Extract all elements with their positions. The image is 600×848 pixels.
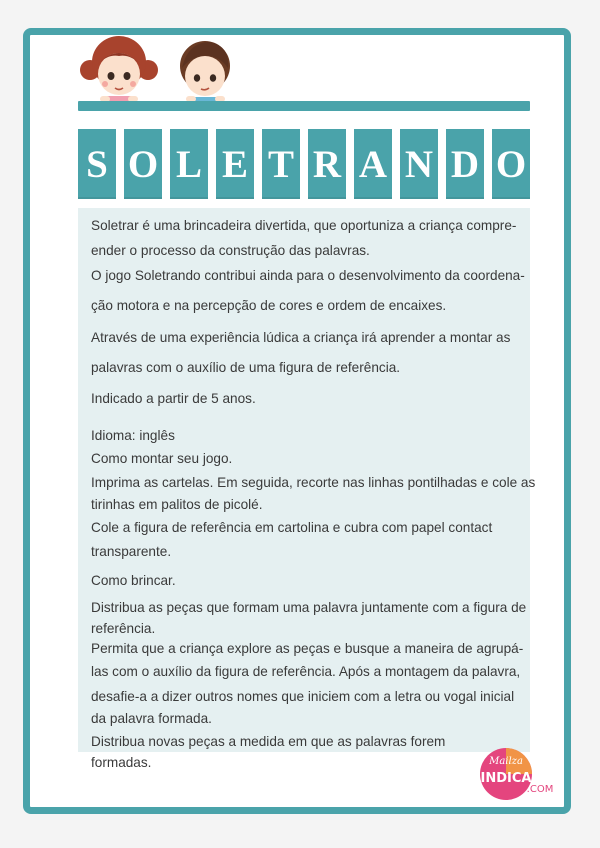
body-text-line: ção motora e na percepção de cores e ordem de encaixes. xyxy=(91,298,447,313)
body-text-line: da palavra formada. xyxy=(91,711,212,726)
mailza-indica-logo xyxy=(476,744,564,804)
body-text-line: O jogo Soletrando contribui ainda para o desenvolvimento da coordena- xyxy=(91,268,525,283)
body-text-line: Permita que a criança explore as peças e busque a maneira de agrupá- xyxy=(91,641,524,656)
body-text-line: Como montar seu jogo. xyxy=(91,451,233,466)
letter-tile: E xyxy=(216,129,254,199)
body-text-line: palavras com o auxílio de uma figura de referência. xyxy=(91,360,401,375)
letter-tile: D xyxy=(446,129,484,199)
body-text-line: Através de uma experiência lúdica a criança irá aprender a montar as xyxy=(91,330,511,345)
body-text-line: ender o processo da construção das palavras. xyxy=(91,243,370,258)
letter-tile: T xyxy=(262,129,300,199)
letter-tile: O xyxy=(492,129,530,199)
body-text-line: Distribua as peças que formam uma palavra juntamente com a figura de xyxy=(91,600,527,615)
boy-figure xyxy=(180,41,230,106)
body-text-line: Distribua novas peças a medida em que as palavras forem xyxy=(91,734,446,749)
letter-tile: N xyxy=(400,129,438,199)
body-text-line: Indicado a partir de 5 anos. xyxy=(91,391,256,406)
letter-tile: A xyxy=(354,129,392,199)
body-text-line: Imprima as cartelas. Em seguida, recorte nas linhas pontilhadas e cole as xyxy=(91,475,536,490)
body-text-line: las com o auxílio da figura de referência. Após a montagem da palavra, xyxy=(91,664,521,679)
girl-figure xyxy=(80,36,158,106)
body-text-line: desafie-a a dizer outros nomes que iniciem com a letra ou vogal inicial xyxy=(91,689,515,704)
title-letter-tiles xyxy=(78,129,530,199)
logo-word-text: INDICA xyxy=(480,771,532,786)
letter-tile: R xyxy=(308,129,346,199)
logo-script-text: Mailza xyxy=(489,756,523,767)
kids-illustration xyxy=(78,30,238,106)
letter-tile: O xyxy=(124,129,162,199)
letter-tile: L xyxy=(170,129,208,199)
body-text-line: Cole a figura de referência em cartolina e cubra com papel contact xyxy=(91,520,493,535)
body-text-line: Como brincar. xyxy=(91,573,176,588)
letter-tile: S xyxy=(78,129,116,199)
body-text-line: Soletrar é uma brincadeira divertida, que oportuniza a criança compre- xyxy=(91,218,517,233)
body-text-line: referência. xyxy=(91,621,156,636)
body-text-line: tirinhas em palitos de picolé. xyxy=(91,497,263,512)
body-text-line: formadas. xyxy=(91,755,152,770)
logo-suffix-text: .COM xyxy=(526,784,554,795)
body-text-line: Idioma: inglês xyxy=(91,428,175,443)
decorative-shelf-bar xyxy=(78,101,530,111)
body-text-line: transparente. xyxy=(91,544,172,559)
